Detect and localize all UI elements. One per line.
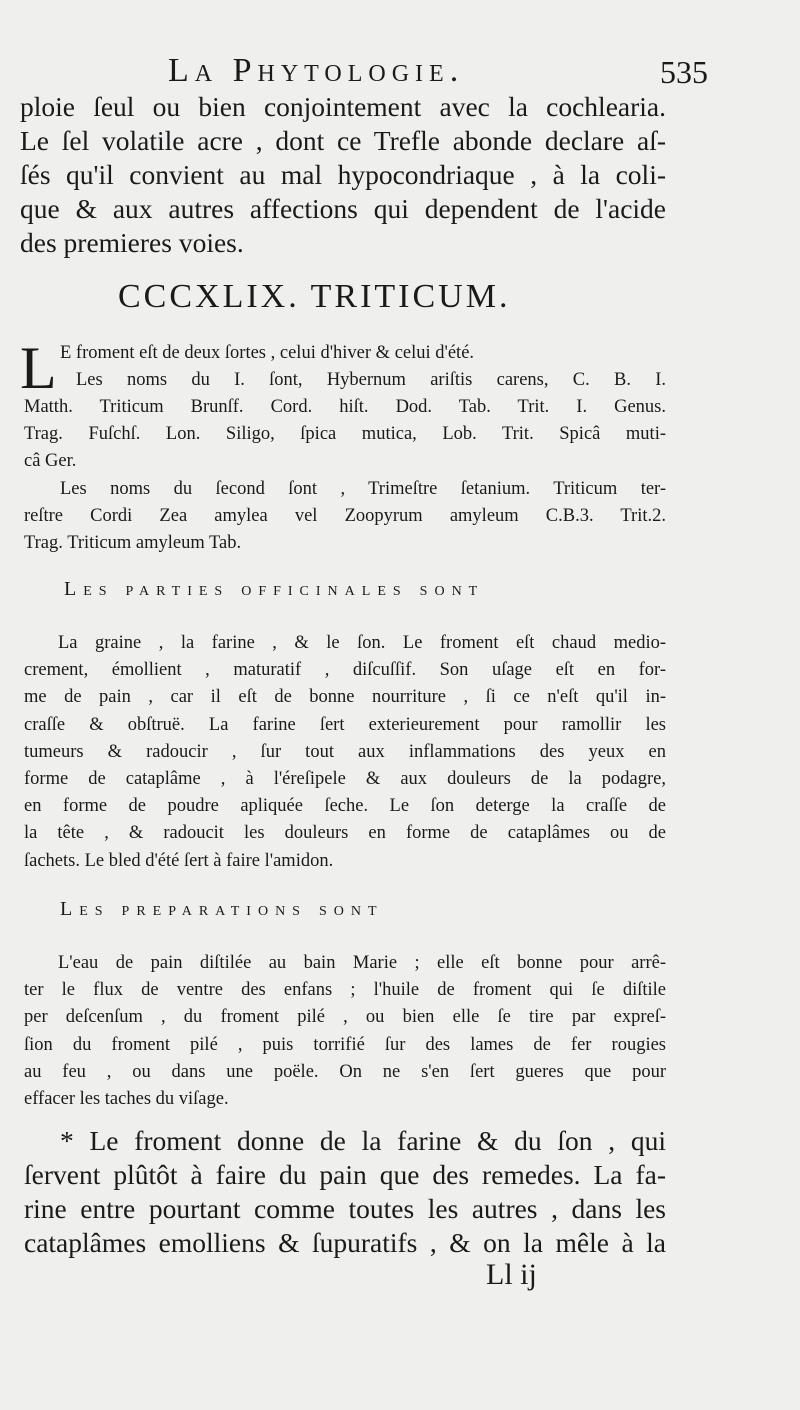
- text-line: rine entre pourtant comme toutes les autres , dans les: [24, 1193, 666, 1224]
- text-line: ſachets. Le bled d'été ſert à faire l'amidon.: [24, 850, 334, 871]
- names-paragraph-first-lines: [60, 340, 666, 394]
- names-paragraph: [24, 394, 666, 557]
- text-line: ſervent plûtôt à faire du pain que des remedes. La fa-: [24, 1159, 666, 1190]
- text-line: Matth. Triticum Brunſf. Cord. hiſt. Dod. Tab. Trit. I. Genus.: [24, 397, 666, 417]
- text-line: forme de cataplâme , à l'éreſipele & aux douleurs de la podagre,: [24, 769, 666, 790]
- text-line: E froment eſt de deux ſortes , celui d'hiver & celui d'été.: [60, 343, 475, 363]
- text-line: La graine , la farine , & le ſon. Le froment eſt chaud medio-: [58, 633, 666, 653]
- text-line: cataplâmes emolliens & ſupuratifs , & on la mêle à la: [24, 1227, 666, 1258]
- text-line: per deſcenſum , du froment pilé , ou bien elle ſe tire par expreſ-: [24, 1007, 666, 1028]
- text-line: en forme de poudre apliquée ſeche. Le ſon deterge la craſſe de: [24, 796, 666, 817]
- text-line: des premieres voies.: [20, 227, 244, 258]
- text-line: que & aux autres affections qui dependent de l'acide: [20, 193, 666, 224]
- text-line: ſion du froment pilé , puis torrifié ſur des lames de fer rougies: [24, 1034, 666, 1055]
- drop-cap: L: [20, 335, 57, 401]
- officinal-parts-paragraph: [24, 630, 666, 875]
- text-line: reſtre Cordi Zea amylea vel Zoopyrum amyleum C.B.3. Trit.2.: [24, 505, 666, 526]
- text-line: tumeurs & radoucir , ſur tout aux inflammations des yeux en: [24, 741, 666, 762]
- text-line: ploie ſeul ou bien conjointement avec la cochlearia.: [20, 91, 666, 122]
- text-line: L'eau de pain diſtilée au bain Marie ; elle eſt bonne pour arrê-: [58, 953, 666, 973]
- text-line: câ Ger.: [24, 451, 77, 472]
- text-line: crement, émollient , maturatif , diſcuſſif. Son uſage eſt en for-: [24, 660, 666, 681]
- text-line: Les noms du ſecond ſont , Trimeſtre ſetanium. Triticum ter-: [60, 478, 666, 499]
- note-paragraph: [24, 1124, 666, 1260]
- text-line: ter le flux de ventre des enfans ; l'huile de froment qui ſe diſtile: [24, 980, 666, 1001]
- intro-paragraph: [20, 90, 666, 260]
- text-line: la tête , & radoucit les douleurs en forme de cataplâmes ou de: [24, 823, 666, 844]
- text-line: Trag. Fuſchſ. Lon. Siligo, ſpica mutica, Lob. Trit. Spicâ muti-: [24, 424, 666, 445]
- page-number: 535: [660, 54, 708, 90]
- text-line: Les noms du I. ſont, Hybernum ariſtis carens, C. B. I.: [76, 370, 666, 391]
- text-line: * Le froment donne de la farine & du ſon , qui: [60, 1125, 666, 1156]
- text-line: au feu , ou dans une poële. On ne s'en ſert gueres que pour: [24, 1061, 666, 1082]
- text-line: Trag. Triticum amyleum Tab.: [24, 533, 242, 554]
- running-title: La Phytologie.: [168, 52, 465, 89]
- text-line: effacer les taches du viſage.: [24, 1089, 229, 1110]
- section-title-officinal-parts: Les parties officinales sont: [64, 578, 485, 600]
- text-line: me de pain , car il eſt de bonne nourriture , ſi ce n'eſt qu'il in-: [24, 687, 666, 708]
- signature-mark: Ll ij: [486, 1258, 537, 1291]
- section-title-preparations: Les preparations sont: [60, 898, 384, 920]
- text-line: ſés qu'il convient au mal hypocondriaque , à la coli-: [20, 159, 666, 190]
- text-line: Le ſel volatile acre , dont ce Trefle abonde declare aſ-: [20, 125, 666, 156]
- chapter-title: CCCXLIX. TRITICUM.: [118, 278, 511, 315]
- preparations-paragraph: [24, 950, 666, 1113]
- text-line: craſſe & obſtruë. La farine ſert exterieurement pour ramollir les: [24, 714, 666, 735]
